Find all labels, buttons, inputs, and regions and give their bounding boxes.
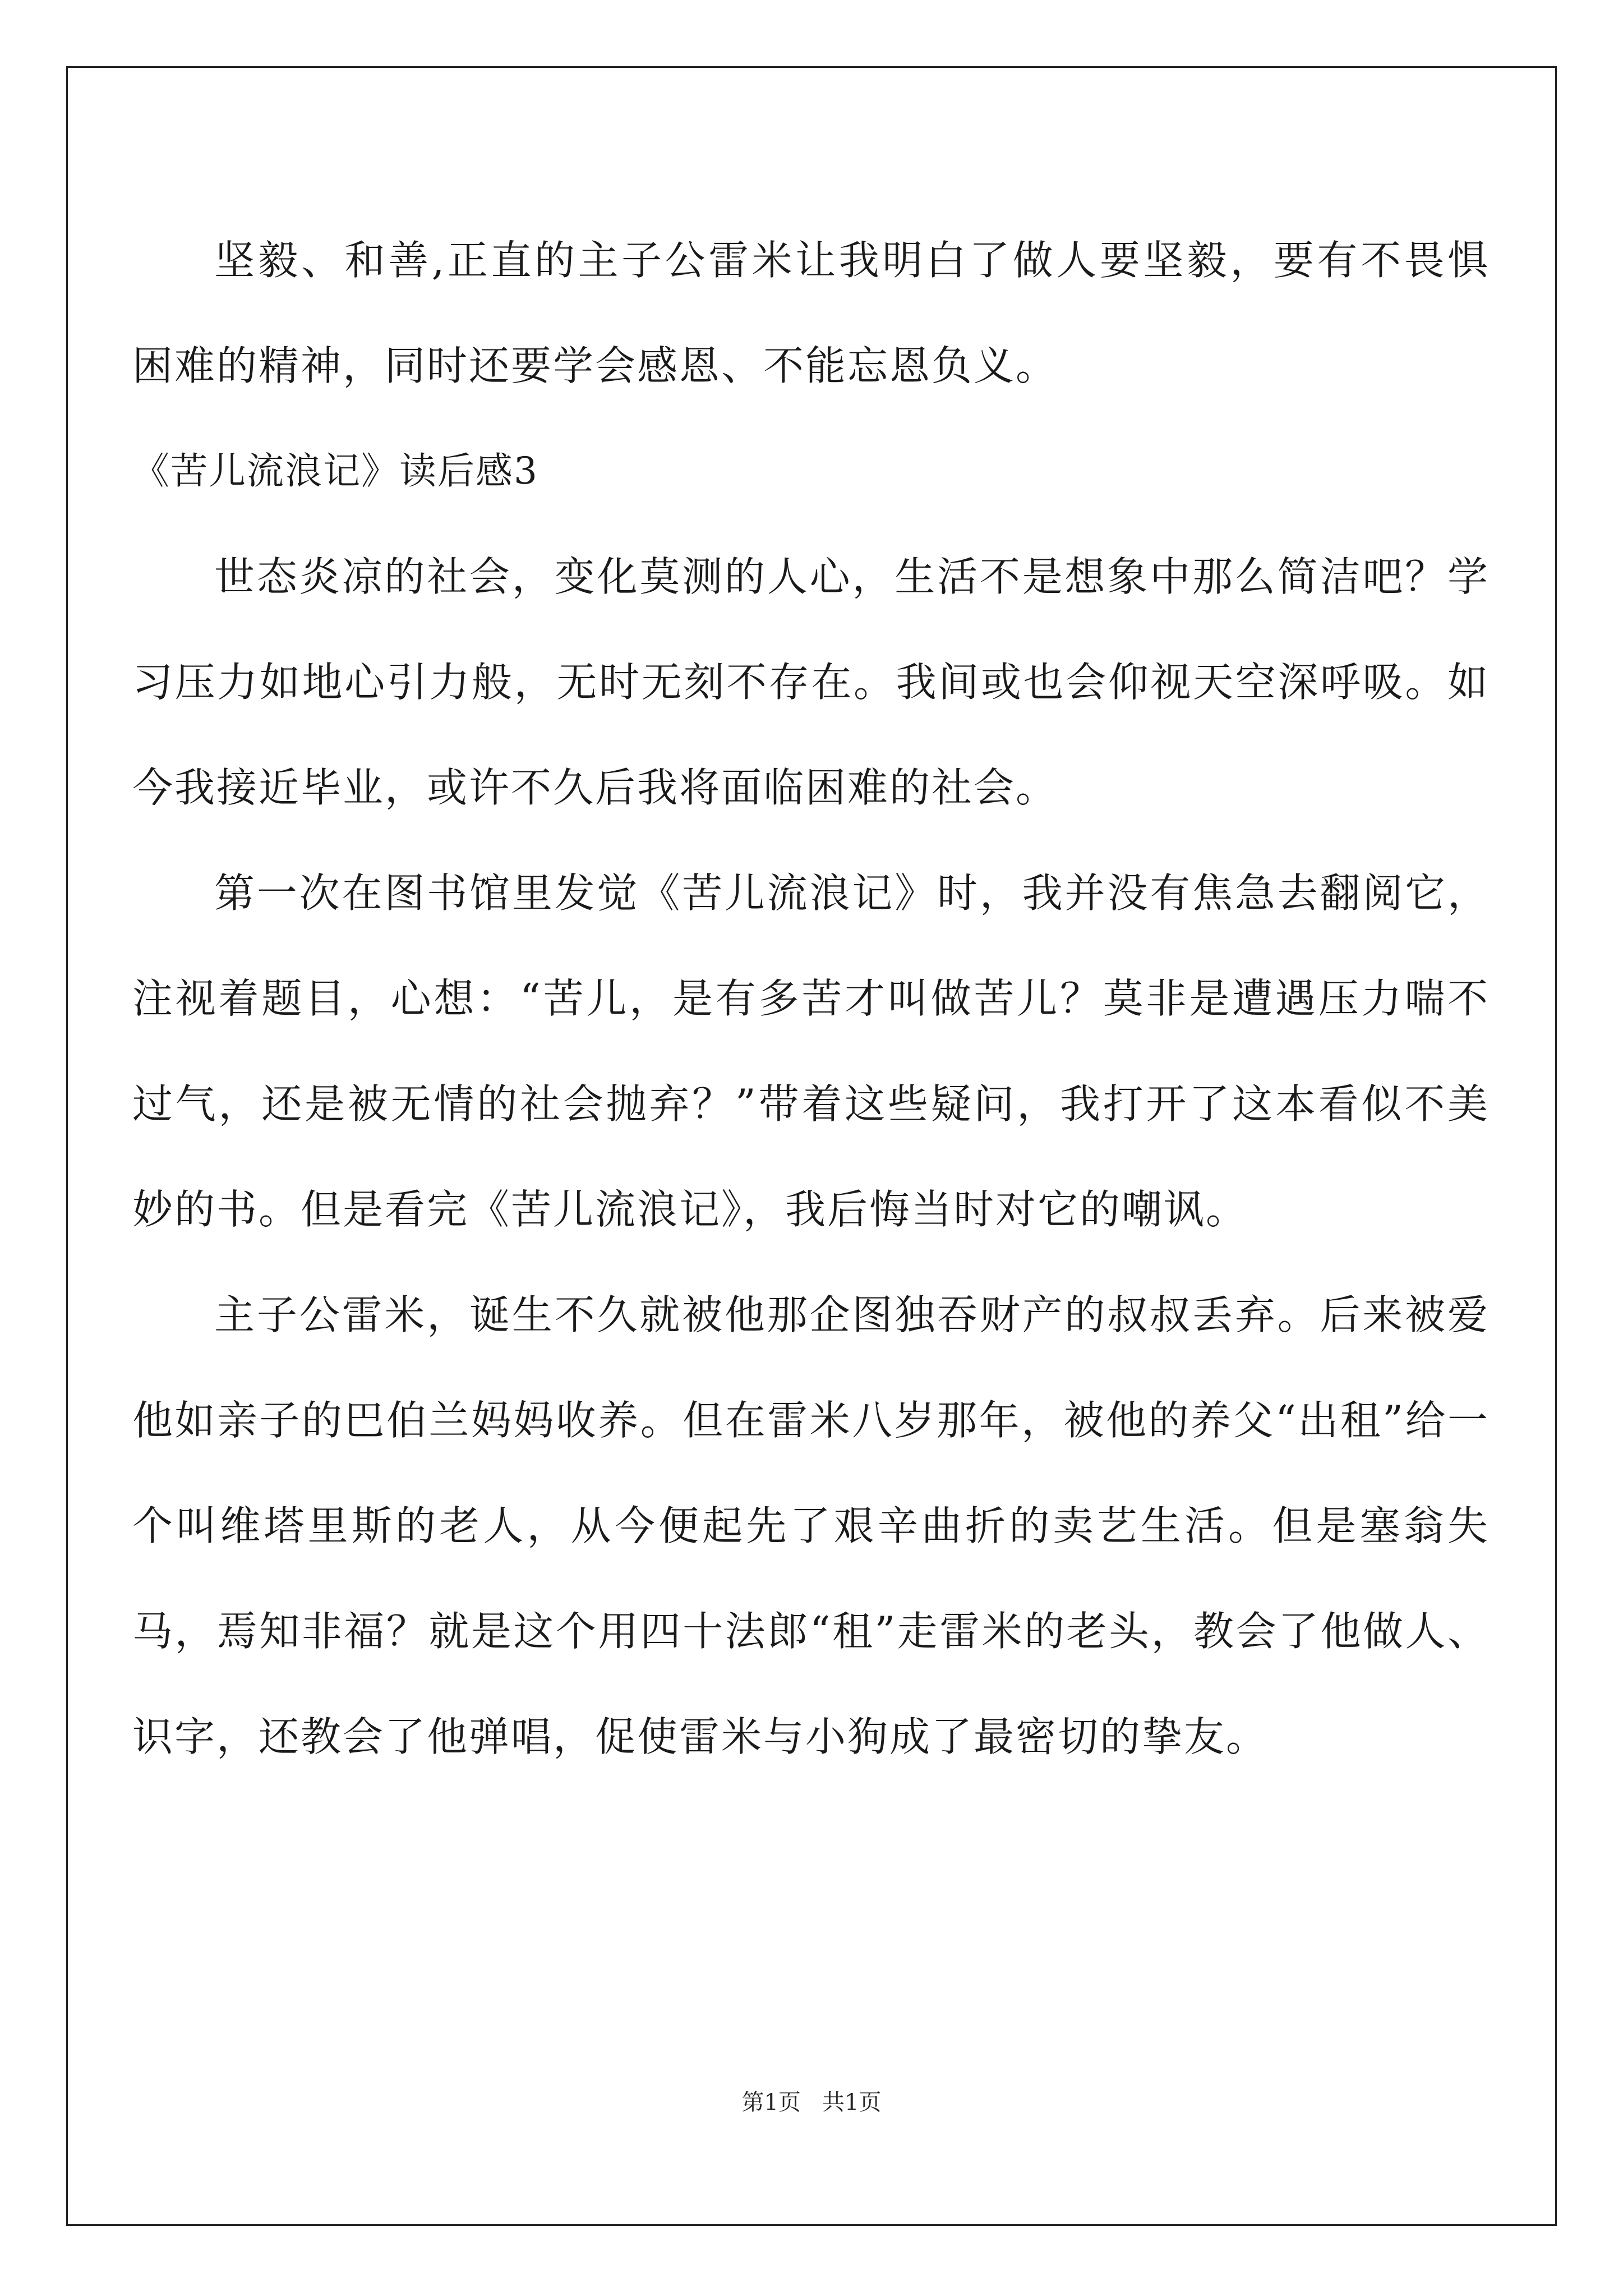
page-number-footer: 第1页 共1页 <box>741 2090 882 2115</box>
section-title: 《苦儿流浪记》读后感3 <box>132 449 538 493</box>
paragraph-1: 坚毅、和善,正直的主子公雷米让我明白了做人要坚毅，要有不畏惧困难的精神，同时还要学会感恩、不能忘恩负义。 <box>132 237 1490 389</box>
document-body <box>132 208 1490 1789</box>
paragraph-3: 第一次在图书馆里发觉《苦儿流浪记》时，我并没有焦急去翻阅它，注视着题目，心想：“苦儿，是有多苦才叫做苦儿？莫非是遭遇压力喘不过气，还是被无情的社会抛弃？”带着这些疑问，我打开了这本看似不美妙的书。但是看完《苦儿流浪记》，我后悔当时对它的嘲讽。 <box>132 869 1490 1233</box>
paragraph-4: 主子公雷米，诞生不久就被他那企图独吞财产的叔叔丢弃。后来被爱他如亲子的巴伯兰妈妈收养。但在雷米八岁那年，被他的养父“出租”给一个叫维塔里斯的老人，从今便起先了艰辛曲折的卖艺生活。但是塞翁失马，焉知非福？就是这个用四十法郎“租”走雷米的老头，教会了他做人、识字，还教会了他弹唱，促使雷米与小狗成了最密切的挚友。 <box>132 1291 1490 1760</box>
paragraph-2: 世态炎凉的社会，变化莫测的人心，生活不是想象中那么简洁吧？学习压力如地心引力般，无时无刻不存在。我间或也会仰视天空深呼吸。如今我接近毕业，或许不久后我将面临困难的社会。 <box>132 553 1490 811</box>
